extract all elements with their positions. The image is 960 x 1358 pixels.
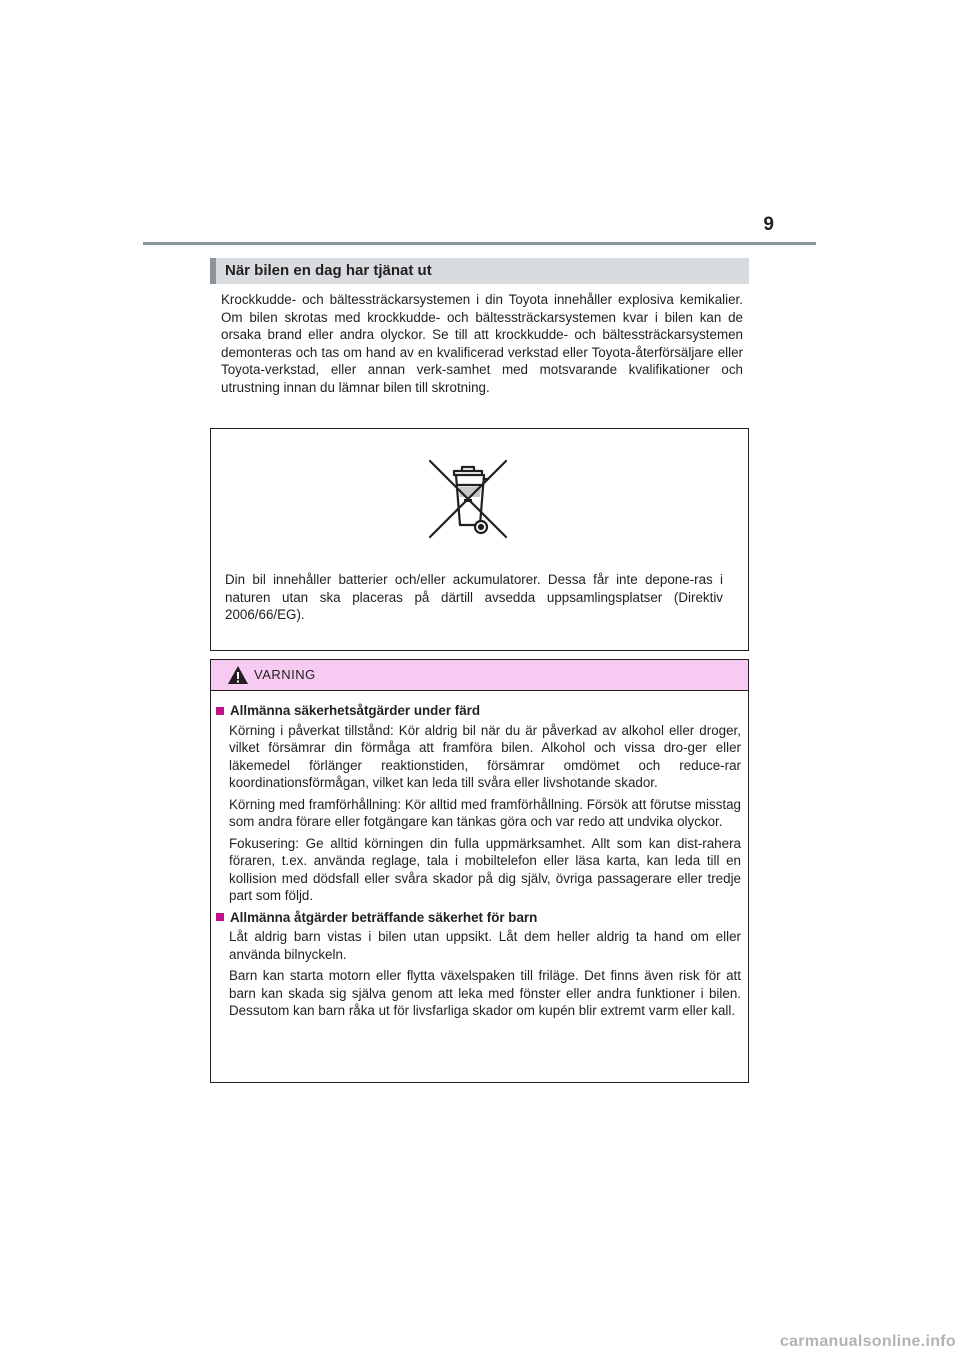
warning-header xyxy=(211,660,748,691)
page-number: 9 xyxy=(763,214,774,235)
warning-paragraph: Körning i påverkat tillstånd: Kör aldrig bil när du är påverkad av alkohol eller droger, vilket försämrar din förmåga att framföra bilen. Alkohol och vissa dro-ger eller läkemedel förlänger reaktionstiden, försämrar omdömet och reduce-rar koordinationsförmågan, vilket kan leda till svåra eller livshotande skador. xyxy=(229,722,741,790)
warning-body xyxy=(216,702,742,1024)
warning-subhead-children xyxy=(216,909,742,927)
warning-subhead-driving xyxy=(216,702,742,720)
square-bullet-icon xyxy=(216,913,224,921)
warning-paragraph: Körning med framförhållning: Kör alltid med framförhållning. Försök att förutse misstag som andra förare eller fotgängare kan tänkas göra och var redo att undvika olyckor. xyxy=(229,796,741,829)
warning-box xyxy=(210,659,749,1083)
warning-paragraph: Låt aldrig barn vistas i bilen utan uppsikt. Låt dem heller aldrig ta hand om eller använda bilnyckeln. xyxy=(229,929,741,962)
battery-disposal-box xyxy=(210,428,749,651)
footer-watermark: carmanualsonline.info xyxy=(779,1333,956,1350)
warning-paragraph: Barn kan starta motorn eller flytta växelspaken till friläge. Det finns även risk för att barn kan skada sig själva genom att leka med fönster eller andra funktioner i bilen. Dessutom kan barn råka ut för livsfarliga skador om kupén blir extremt varm eller kall. xyxy=(229,968,741,1018)
intro-paragraph: Krockkudde- och bältessträckarsystemen i din Toyota innehåller explosiva kemikalier. Om bilen skrotas med krockkudde- och bältessträckarsystemen kvar i bilen kan de orsaka brand eller andra olyckor. Se till att krockkudde- och bältessträckarsystemen demonteras och tas om hand av en kvalificerad verkstad eller Toyota-återförsäljare eller Toyota-verkstad, eller annan verk-samhet med motsvarande kvalifikationer och utrustning innan du lämnar bilen till skrotning. xyxy=(221,292,743,395)
warning-subhead-children-text: Allmänna åtgärder beträffande säkerhet för barn xyxy=(230,909,538,925)
warning-triangle-icon xyxy=(227,665,249,685)
header-rule xyxy=(143,242,816,245)
battery-disposal-text: Din bil innehåller batterier och/eller ackumulatorer. Dessa får inte depone-ras i naturen utan ska placeras på därtill avsedda uppsamlingsplatser (Direktiv 2006/66/EG). xyxy=(225,572,723,622)
section-heading: När bilen en dag har tjänat ut xyxy=(210,258,749,284)
warning-subhead-driving-text: Allmänna säkerhetsåtgärder under färd xyxy=(230,703,481,718)
crossed-out-wheelie-bin-icon xyxy=(426,457,510,541)
warning-paragraph: Fokusering: Ge alltid körningen din fulla uppmärksamhet. Allt som kan dist-rahera föraren, t.ex. använda reglage, tala i mobiltelefon eller läsa karta, kan leda till en kollision med dödsfall eller svåra skador på dig själv, övriga passagerare eller tredje part som följd. xyxy=(229,835,741,903)
warning-label: VARNING xyxy=(254,667,316,682)
square-bullet-icon xyxy=(216,707,224,715)
